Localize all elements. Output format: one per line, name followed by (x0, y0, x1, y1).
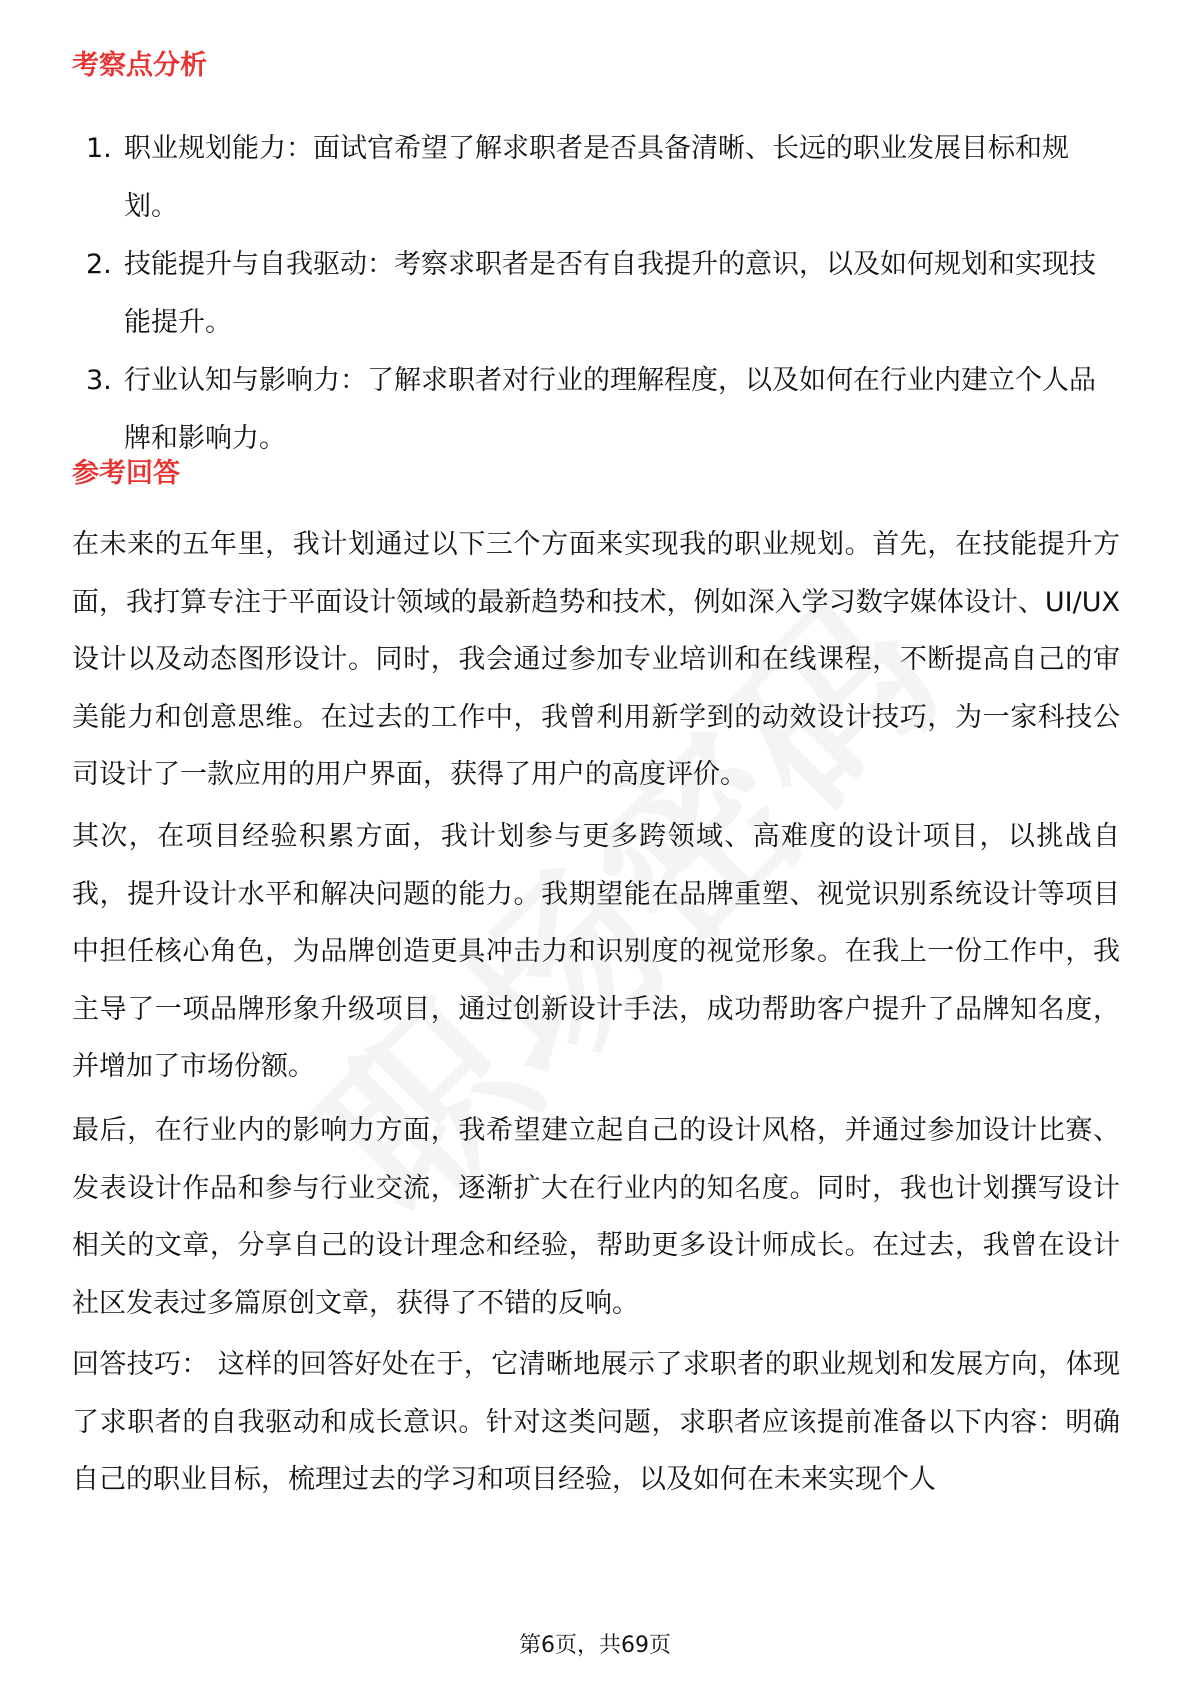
list-item (72, 120, 1120, 236)
list-item (72, 236, 1120, 352)
page-footer: 第6页，共69页 (519, 1633, 671, 1658)
list-text: 职业规划能力：面试官希望了解求职者是否具备清晰、长远的职业发展目标和规划。 (124, 133, 1069, 222)
answer-paragraph: 在未来的五年里，我计划通过以下三个方面来实现我的职业规划。首先，在技能提升方面，我打算专注于平面设计领域的最新趋势和技术，例如深入学习数字媒体设计、UI/UX设计以及动态图形设计。同时，我会通过参加专业培训和在线课程，不断提高自己的审美能力和创意思维。在过去的工作中，我曾利用新学到的动效设计技巧，为一家科技公司设计了一款应用的用户界面，获得了用户的高度评价。 (72, 529, 1120, 790)
analysis-list (72, 120, 1120, 468)
list-number: 3. (86, 365, 112, 396)
answer-paragraph: 最后，在行业内的影响力方面，我希望建立起自己的设计风格，并通过参加设计比赛、发表设计作品和参与行业交流，逐渐扩大在行业内的知名度。同时，我也计划撰写设计相关的文章，分享自己的设计理念和经验，帮助更多设计师成长。在过去，我曾在设计社区发表过多篇原创文章，获得了不错的反响。 (72, 1115, 1120, 1319)
answer-paragraph: 其次，在项目经验积累方面，我计划参与更多跨领域、高难度的设计项目，以挑战自我，提升设计水平和解决问题的能力。我期望能在品牌重塑、视觉识别系统设计等项目中担任核心角色，为品牌创造更具冲击力和识别度的视觉形象。在我上一份工作中，我主导了一项品牌形象升级项目，通过创新设计手法，成功帮助客户提升了品牌知名度，并增加了市场份额。 (72, 821, 1120, 1082)
section-heading-answer: 参考回答 (72, 458, 180, 489)
answer-tips-paragraph: 回答技巧： 这样的回答好处在于，它清晰地展示了求职者的职业规划和发展方向，体现了求职者的自我驱动和成长意识。针对这类问题，求职者应该提前准备以下内容：明确自己的职业目标，梳理过去的学习和项目经验，以及如何在未来实现个人 (72, 1349, 1120, 1495)
list-item (72, 352, 1120, 468)
list-number: 1. (86, 133, 112, 164)
list-text: 技能提升与自我驱动：考察求职者是否有自我提升的意识，以及如何规划和实现技能提升。 (124, 249, 1096, 338)
section-heading-analysis: 考察点分析 (72, 50, 207, 81)
list-text: 行业认知与影响力：了解求职者对行业的理解程度，以及如何在行业内建立个人品牌和影响力。 (124, 365, 1096, 454)
list-number: 2. (86, 249, 112, 280)
